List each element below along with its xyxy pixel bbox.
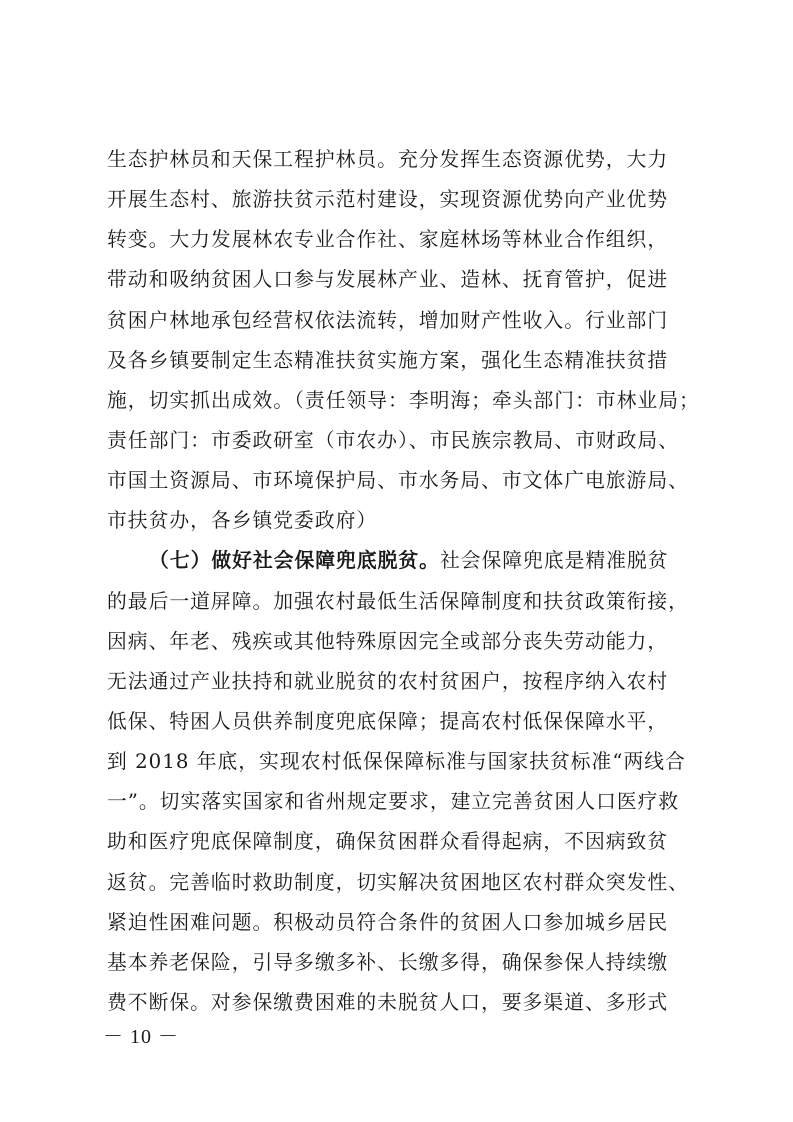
text-line: 返贫。完善临时救助制度，切实解决贫困地区农村群众突发性、: [107, 870, 689, 894]
text-line: 无法通过产业扶持和就业脱贫的农村贫困户，按程序纳入农村: [107, 669, 669, 693]
text-line: 费不断保。对参保缴费困难的未脱贫人口，要多渠道、多形式: [107, 990, 669, 1014]
text-line: 市扶贫办，各乡镇党委政府）: [107, 509, 378, 533]
text-line: 及各乡镇要制定生态精准扶贫实施方案，强化生态精准扶贫措: [107, 348, 669, 372]
text-line: 助和医疗兜底保障制度，确保贫困群众看得起病，不因病致贫: [107, 830, 669, 854]
text-line: 一”。切实落实国家和省州规定要求，建立完善贫困人口医疗救: [107, 790, 680, 814]
text-line: 到 2018 年底，实现农村低保保障标准与国家扶贫标准“两线合: [107, 750, 686, 774]
text-line: 转变。大力发展林农专业合作社、家庭林场等林业合作组织，: [107, 228, 669, 252]
text-line: 的最后一道屏障。加强农村最低生活保障制度和扶贫政策衔接，: [107, 589, 689, 613]
text-line: 开展生态村、旅游扶贫示范村建设，实现资源优势向产业优势: [107, 188, 669, 212]
text-line: 带动和吸纳贫困人口参与发展林产业、造林、抚育管护，促进: [107, 268, 669, 292]
text-line: 低保、特困人员供养制度兜底保障；提高农村低保保障水平，: [107, 709, 669, 733]
section-first-line-rest: 社会保障兜底是精准脱贫: [439, 549, 669, 573]
text-line: 市国土资源局、市环境保护局、市水务局、市文体广电旅游局、: [107, 469, 689, 493]
section-first-line: [107, 541, 701, 581]
page-number: － 10 －: [103, 1026, 179, 1048]
body-text: [107, 140, 701, 1023]
text-line: 贫困户林地承包经营权依法流转，增加财产性收入。行业部门: [107, 308, 669, 332]
text-line: 基本养老保险，引导多缴多补、长缴多得，确保参保人持续缴: [107, 950, 669, 974]
text-line: 因病、年老、残疾或其他特殊原因完全或部分丧失劳动能力，: [107, 629, 669, 653]
text-line: 紧迫性困难问题。积极动员符合条件的贫困人口参加城乡居民: [107, 910, 669, 934]
text-line: 生态护林员和天保工程护林员。充分发挥生态资源优势，大力: [107, 148, 669, 171]
text-line: 施，切实抓出成效。（责任领导：李明海；牵头部门：市林业局；: [107, 388, 700, 412]
section-heading: （七）做好社会保障兜底脱贫。: [149, 549, 440, 573]
text-line: 责任部门：市委政研室（市农办）、市民族宗教局、市财政局、: [107, 428, 679, 452]
